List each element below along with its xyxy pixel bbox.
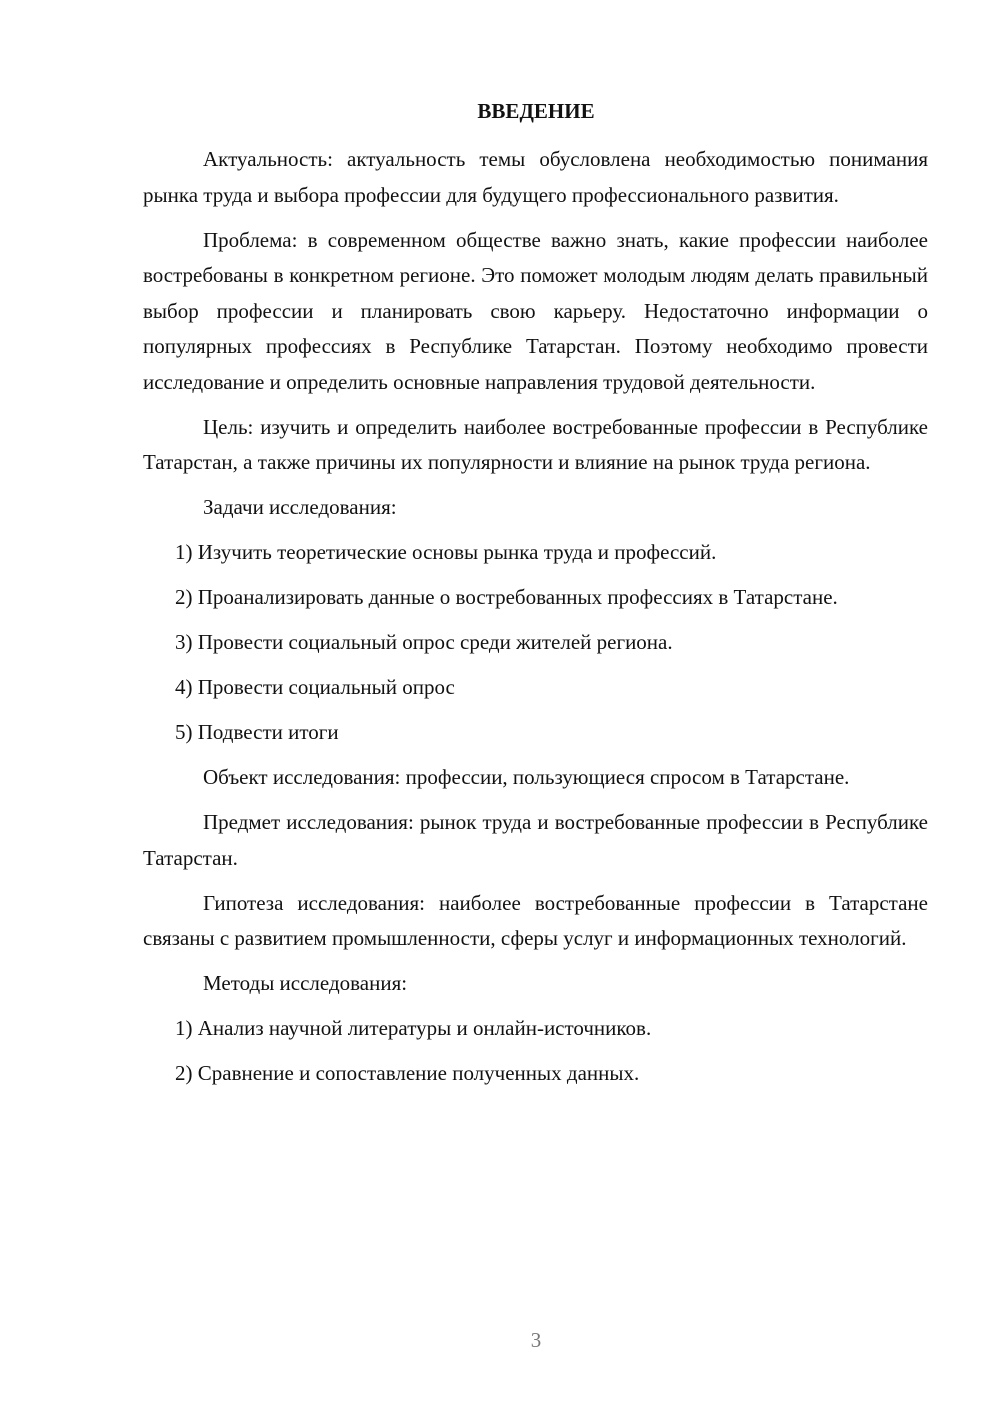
task-item: 5) Подвести итоги [175,720,339,744]
method-item: 2) Сравнение и сопоставление полученных данных. [175,1061,640,1085]
subject-paragraph: Предмет исследования: рынок труда и востребованные профессии в Республике Татарстан. [143,810,928,870]
object-paragraph: Объект исследования: профессии, пользующиеся спросом в Татарстане. [203,765,850,789]
hypothesis-paragraph: Гипотеза исследования: наиболее востребованные профессии в Татарстане связаны с развитием промышленности, сферы услуг и информационных технологий. [143,890,928,950]
task-item: 2) Проанализировать данные о востребованных профессиях в Татарстане. [175,585,838,609]
page-number: 3 [530,1328,542,1352]
task-item: 3) Провести социальный опрос среди жителей региона. [175,630,673,654]
task-item: 1) Изучить теоретические основы рынка труда и профессий. [175,540,717,564]
problem-paragraph: Проблема: в современном обществе важно знать, какие профессии наиболее востребованы в конкретном регионе. Это поможет молодым людям делать правильный выбор профессии и планировать свою карьеру. Недостаточно информации о популярных профессиях в Республике Татарстан. Поэтому необходимо провести исследование и определить основные направления трудовой деятельности. [143,227,928,394]
method-item: 1) Анализ научной литературы и онлайн-источников. [175,1016,652,1040]
page-title: ВВЕДЕНИЕ [477,99,595,123]
task-item: 4) Провести социальный опрос [175,675,455,699]
goal-paragraph: Цель: изучить и определить наиболее востребованные профессии в Республике Татарстан, а также причины их популярности и влияние на рынок труда региона. [143,414,928,474]
relevance-paragraph: Актуальность: актуальность темы обусловлена необходимостью понимания рынка труда и выбора профессии для будущего профессионального развития. [143,147,928,207]
methods-heading: Методы исследования: [203,971,408,995]
tasks-heading: Задачи исследования: [203,495,397,519]
document-body [143,142,928,1101]
